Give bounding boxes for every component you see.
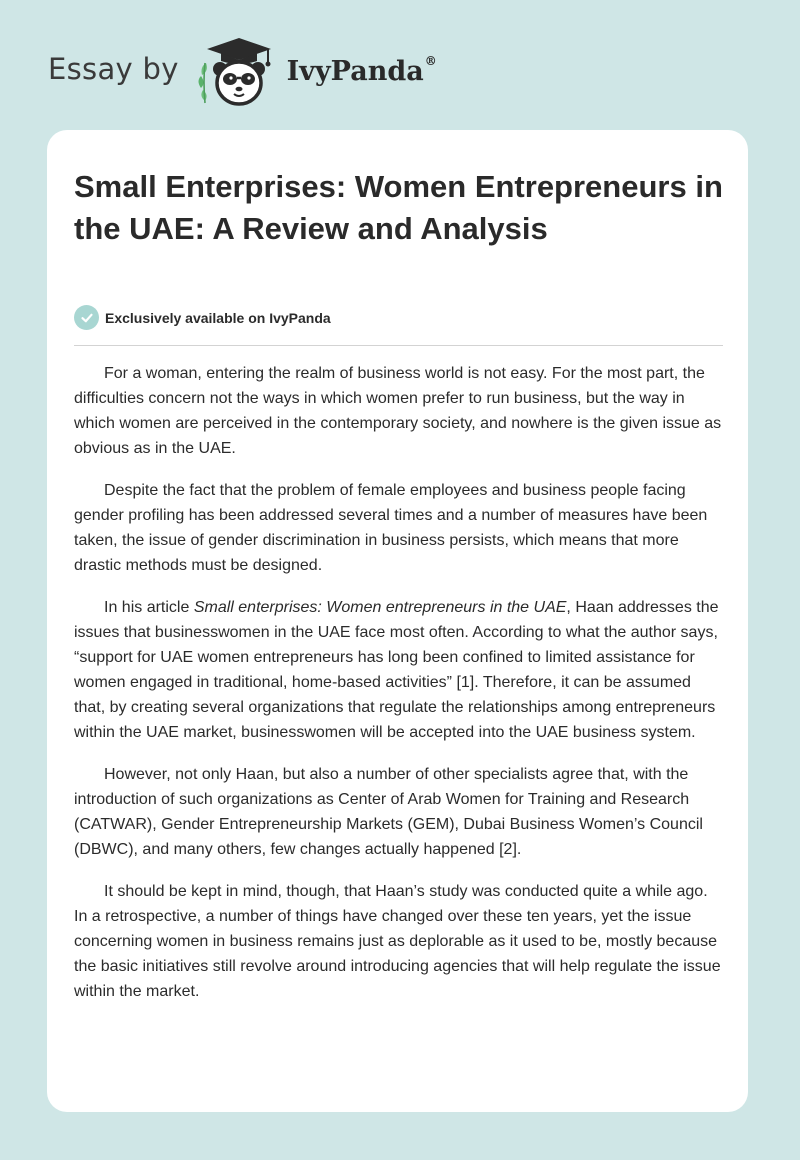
- paragraph-2: Despite the fact that the problem of female employees and business people facing gender profiling has been addressed several times and a number of measures have been taken, the issue of gender discrimination in business persists, which means that more drastic methods must be designed.: [74, 482, 708, 574]
- registered-mark: ®: [424, 53, 437, 68]
- paragraph-3: [74, 595, 724, 745]
- paragraph-1: For a woman, entering the realm of business world is not easy. For the most part, the difficulties concern not the ways in which women prefer to run business, but the way in which women are perceived in the contemporary society, and nowhere is the given issue as obvious as in the UAE.: [74, 365, 722, 457]
- paragraph-3-rest: , Haan addresses the issues that businesswomen in the UAE face most often. According to what the author says, “support for UAE women entrepreneurs has long been confined to limited assistance for women engaged in traditional, home-based activities” [1]. Therefore, it can be assumed that, by creating several organizations that regulate the relationships among entrepreneurs within the UAE market, businesswomen will be accepted into the UAE business system.: [74, 599, 719, 741]
- site-header: [48, 32, 437, 112]
- paragraph-5: It should be kept in mind, though, that Haan’s study was conducted quite a while ago. In a retrospective, a number of things have changed over these ten years, yet the issue concerning women in business remains just as deplorable as it used to be, mostly because the basic initiatives still revolve around introducing agencies that will help regulate the issue within the market.: [74, 883, 721, 1000]
- essay-body: [74, 361, 724, 1021]
- brand-prefix: Essay by: [48, 52, 179, 86]
- exclusive-label: Exclusively available on IvyPanda: [105, 309, 331, 326]
- check-icon: [74, 305, 99, 330]
- brand-name[interactable]: [286, 53, 437, 87]
- page-title: Small Enterprises: Women Entrepreneurs in the UAE: A Review and Analysis: [74, 169, 723, 246]
- panda-graduate-icon[interactable]: [193, 33, 285, 111]
- essay-card: [47, 130, 748, 1112]
- paragraph-4: However, not only Haan, but also a number of other specialists agree that, with the introduction of such organizations as Center of Arab Women for Training and Research (CATWAR), Gender Entrepreneurship Markets (GEM), Dubai Business Women’s Council (DBWC), and many others, few changes actually happened [2].: [74, 766, 703, 858]
- exclusive-badge: [74, 305, 331, 330]
- brand-name-text: IvyPanda: [286, 55, 424, 87]
- divider: [74, 345, 723, 346]
- article-citation-title: Small enterprises: Women entrepreneurs in the UAE: [193, 599, 567, 616]
- paragraph-3-lead: In his article: [104, 599, 194, 616]
